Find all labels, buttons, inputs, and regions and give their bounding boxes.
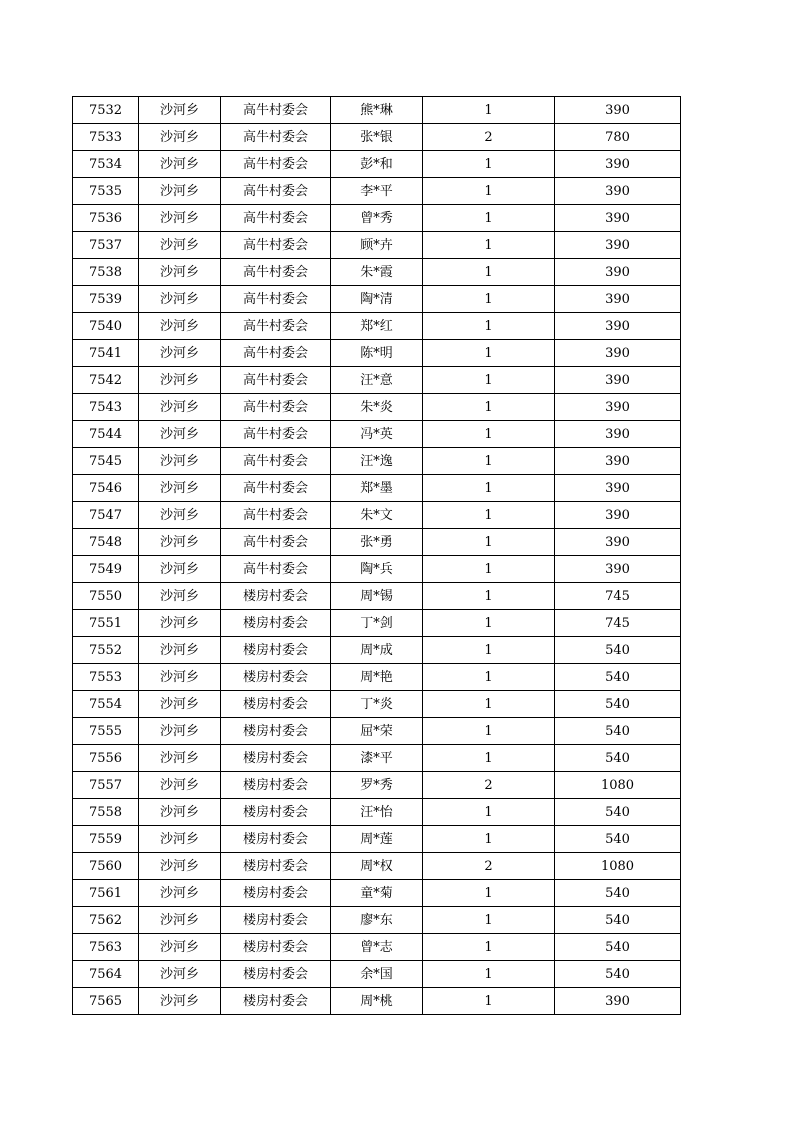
cell-name: 曾*志 — [331, 934, 423, 961]
table-row — [73, 772, 681, 799]
cell-village-committee: 高牛村委会 — [221, 124, 331, 151]
cell-village-committee: 楼房村委会 — [221, 826, 331, 853]
cell-name: 陈*明 — [331, 340, 423, 367]
cell-amount: 745 — [555, 583, 681, 610]
roster-table — [72, 96, 681, 1015]
cell-count: 1 — [423, 367, 555, 394]
cell-name: 屈*荣 — [331, 718, 423, 745]
cell-township: 沙河乡 — [139, 853, 221, 880]
cell-serial-number: 7563 — [73, 934, 139, 961]
cell-village-committee: 高牛村委会 — [221, 286, 331, 313]
table-row — [73, 394, 681, 421]
cell-count: 1 — [423, 232, 555, 259]
cell-township: 沙河乡 — [139, 502, 221, 529]
cell-serial-number: 7544 — [73, 421, 139, 448]
cell-township: 沙河乡 — [139, 772, 221, 799]
table-row — [73, 691, 681, 718]
cell-township: 沙河乡 — [139, 826, 221, 853]
cell-serial-number: 7534 — [73, 151, 139, 178]
table-row — [73, 340, 681, 367]
cell-serial-number: 7543 — [73, 394, 139, 421]
cell-name: 郑*红 — [331, 313, 423, 340]
cell-serial-number: 7535 — [73, 178, 139, 205]
cell-name: 周*艳 — [331, 664, 423, 691]
cell-name: 郑*墨 — [331, 475, 423, 502]
table-row — [73, 718, 681, 745]
cell-township: 沙河乡 — [139, 988, 221, 1015]
cell-name: 丁*炎 — [331, 691, 423, 718]
cell-serial-number: 7545 — [73, 448, 139, 475]
cell-serial-number: 7548 — [73, 529, 139, 556]
cell-amount: 390 — [555, 988, 681, 1015]
cell-serial-number: 7560 — [73, 853, 139, 880]
cell-serial-number: 7542 — [73, 367, 139, 394]
cell-township: 沙河乡 — [139, 367, 221, 394]
cell-count: 1 — [423, 502, 555, 529]
cell-amount: 390 — [555, 529, 681, 556]
cell-count: 1 — [423, 448, 555, 475]
table-row — [73, 610, 681, 637]
cell-serial-number: 7541 — [73, 340, 139, 367]
cell-amount: 390 — [555, 232, 681, 259]
cell-amount: 390 — [555, 475, 681, 502]
cell-serial-number: 7557 — [73, 772, 139, 799]
table-row — [73, 286, 681, 313]
cell-serial-number: 7536 — [73, 205, 139, 232]
cell-serial-number: 7538 — [73, 259, 139, 286]
cell-township: 沙河乡 — [139, 205, 221, 232]
cell-township: 沙河乡 — [139, 286, 221, 313]
cell-serial-number: 7533 — [73, 124, 139, 151]
cell-name: 周*锡 — [331, 583, 423, 610]
cell-serial-number: 7539 — [73, 286, 139, 313]
cell-name: 熊*琳 — [331, 97, 423, 124]
cell-count: 1 — [423, 259, 555, 286]
table-row — [73, 880, 681, 907]
cell-name: 彭*和 — [331, 151, 423, 178]
cell-village-committee: 高牛村委会 — [221, 205, 331, 232]
cell-amount: 540 — [555, 691, 681, 718]
cell-count: 1 — [423, 178, 555, 205]
cell-name: 汪*意 — [331, 367, 423, 394]
cell-count: 1 — [423, 340, 555, 367]
cell-amount: 390 — [555, 313, 681, 340]
cell-village-committee: 楼房村委会 — [221, 880, 331, 907]
cell-serial-number: 7558 — [73, 799, 139, 826]
cell-amount: 540 — [555, 664, 681, 691]
cell-amount: 540 — [555, 907, 681, 934]
cell-village-committee: 高牛村委会 — [221, 529, 331, 556]
cell-village-committee: 楼房村委会 — [221, 799, 331, 826]
cell-amount: 390 — [555, 502, 681, 529]
cell-village-committee: 楼房村委会 — [221, 637, 331, 664]
table-row — [73, 583, 681, 610]
cell-serial-number: 7565 — [73, 988, 139, 1015]
cell-village-committee: 楼房村委会 — [221, 745, 331, 772]
cell-serial-number: 7556 — [73, 745, 139, 772]
cell-serial-number: 7540 — [73, 313, 139, 340]
cell-name: 朱*文 — [331, 502, 423, 529]
table-row — [73, 475, 681, 502]
cell-village-committee: 高牛村委会 — [221, 475, 331, 502]
cell-amount: 390 — [555, 286, 681, 313]
cell-name: 朱*霞 — [331, 259, 423, 286]
cell-village-committee: 高牛村委会 — [221, 151, 331, 178]
cell-amount: 540 — [555, 799, 681, 826]
cell-name: 汪*逸 — [331, 448, 423, 475]
cell-village-committee: 高牛村委会 — [221, 421, 331, 448]
cell-village-committee: 高牛村委会 — [221, 313, 331, 340]
cell-village-committee: 楼房村委会 — [221, 934, 331, 961]
cell-name: 丁*剑 — [331, 610, 423, 637]
cell-township: 沙河乡 — [139, 934, 221, 961]
cell-amount: 1080 — [555, 772, 681, 799]
table-row — [73, 97, 681, 124]
cell-township: 沙河乡 — [139, 232, 221, 259]
cell-township: 沙河乡 — [139, 394, 221, 421]
cell-township: 沙河乡 — [139, 340, 221, 367]
cell-serial-number: 7552 — [73, 637, 139, 664]
table-row — [73, 124, 681, 151]
cell-village-committee: 高牛村委会 — [221, 367, 331, 394]
cell-serial-number: 7559 — [73, 826, 139, 853]
cell-amount: 390 — [555, 178, 681, 205]
cell-village-committee: 楼房村委会 — [221, 961, 331, 988]
cell-village-committee: 楼房村委会 — [221, 691, 331, 718]
cell-amount: 390 — [555, 367, 681, 394]
cell-count: 1 — [423, 583, 555, 610]
cell-name: 廖*东 — [331, 907, 423, 934]
cell-township: 沙河乡 — [139, 718, 221, 745]
cell-name: 冯*英 — [331, 421, 423, 448]
table-row — [73, 448, 681, 475]
table-row — [73, 745, 681, 772]
cell-amount: 540 — [555, 745, 681, 772]
table-row — [73, 826, 681, 853]
cell-count: 1 — [423, 475, 555, 502]
cell-amount: 390 — [555, 556, 681, 583]
cell-count: 1 — [423, 313, 555, 340]
cell-amount: 390 — [555, 448, 681, 475]
cell-amount: 540 — [555, 718, 681, 745]
cell-township: 沙河乡 — [139, 448, 221, 475]
cell-amount: 390 — [555, 205, 681, 232]
cell-village-committee: 高牛村委会 — [221, 448, 331, 475]
cell-count: 1 — [423, 151, 555, 178]
cell-amount: 540 — [555, 961, 681, 988]
cell-count: 1 — [423, 205, 555, 232]
cell-village-committee: 高牛村委会 — [221, 502, 331, 529]
cell-village-committee: 高牛村委会 — [221, 232, 331, 259]
cell-township: 沙河乡 — [139, 421, 221, 448]
cell-township: 沙河乡 — [139, 799, 221, 826]
table-row — [73, 232, 681, 259]
cell-count: 1 — [423, 934, 555, 961]
cell-village-committee: 高牛村委会 — [221, 394, 331, 421]
cell-village-committee: 楼房村委会 — [221, 772, 331, 799]
cell-amount: 1080 — [555, 853, 681, 880]
cell-name: 汪*怡 — [331, 799, 423, 826]
cell-serial-number: 7547 — [73, 502, 139, 529]
cell-count: 1 — [423, 799, 555, 826]
cell-serial-number: 7562 — [73, 907, 139, 934]
table-row — [73, 259, 681, 286]
cell-count: 1 — [423, 529, 555, 556]
cell-count: 1 — [423, 556, 555, 583]
cell-count: 1 — [423, 691, 555, 718]
cell-serial-number: 7550 — [73, 583, 139, 610]
cell-township: 沙河乡 — [139, 151, 221, 178]
cell-amount: 390 — [555, 151, 681, 178]
cell-amount: 390 — [555, 394, 681, 421]
cell-name: 余*国 — [331, 961, 423, 988]
cell-name: 顾*卉 — [331, 232, 423, 259]
cell-serial-number: 7532 — [73, 97, 139, 124]
cell-count: 1 — [423, 880, 555, 907]
cell-township: 沙河乡 — [139, 610, 221, 637]
table-row — [73, 151, 681, 178]
table-body — [73, 97, 681, 1015]
cell-name: 陶*兵 — [331, 556, 423, 583]
cell-village-committee: 高牛村委会 — [221, 340, 331, 367]
cell-serial-number: 7537 — [73, 232, 139, 259]
cell-township: 沙河乡 — [139, 583, 221, 610]
cell-name: 周*成 — [331, 637, 423, 664]
cell-township: 沙河乡 — [139, 907, 221, 934]
table-row — [73, 556, 681, 583]
cell-township: 沙河乡 — [139, 664, 221, 691]
cell-township: 沙河乡 — [139, 691, 221, 718]
cell-amount: 540 — [555, 934, 681, 961]
cell-name: 张*勇 — [331, 529, 423, 556]
table-row — [73, 907, 681, 934]
cell-count: 1 — [423, 718, 555, 745]
table-row — [73, 421, 681, 448]
cell-amount: 540 — [555, 880, 681, 907]
cell-serial-number: 7564 — [73, 961, 139, 988]
cell-count: 1 — [423, 988, 555, 1015]
cell-township: 沙河乡 — [139, 124, 221, 151]
cell-amount: 540 — [555, 826, 681, 853]
cell-name: 曾*秀 — [331, 205, 423, 232]
cell-village-committee: 楼房村委会 — [221, 610, 331, 637]
cell-count: 1 — [423, 907, 555, 934]
cell-count: 1 — [423, 961, 555, 988]
cell-village-committee: 楼房村委会 — [221, 988, 331, 1015]
table-row — [73, 529, 681, 556]
cell-amount: 540 — [555, 637, 681, 664]
cell-name: 罗*秀 — [331, 772, 423, 799]
cell-village-committee: 楼房村委会 — [221, 664, 331, 691]
cell-township: 沙河乡 — [139, 97, 221, 124]
cell-count: 1 — [423, 286, 555, 313]
cell-count: 1 — [423, 610, 555, 637]
cell-serial-number: 7554 — [73, 691, 139, 718]
table-row — [73, 502, 681, 529]
cell-township: 沙河乡 — [139, 961, 221, 988]
cell-name: 张*银 — [331, 124, 423, 151]
cell-amount: 390 — [555, 259, 681, 286]
cell-township: 沙河乡 — [139, 529, 221, 556]
cell-count: 1 — [423, 97, 555, 124]
cell-amount: 390 — [555, 421, 681, 448]
cell-township: 沙河乡 — [139, 745, 221, 772]
cell-township: 沙河乡 — [139, 313, 221, 340]
cell-township: 沙河乡 — [139, 259, 221, 286]
cell-name: 漆*平 — [331, 745, 423, 772]
cell-township: 沙河乡 — [139, 178, 221, 205]
cell-serial-number: 7551 — [73, 610, 139, 637]
table-row — [73, 664, 681, 691]
cell-serial-number: 7546 — [73, 475, 139, 502]
cell-name: 周*权 — [331, 853, 423, 880]
cell-village-committee: 高牛村委会 — [221, 556, 331, 583]
cell-count: 1 — [423, 637, 555, 664]
cell-name: 朱*炎 — [331, 394, 423, 421]
cell-count: 2 — [423, 853, 555, 880]
cell-count: 2 — [423, 772, 555, 799]
cell-serial-number: 7553 — [73, 664, 139, 691]
cell-township: 沙河乡 — [139, 556, 221, 583]
cell-village-committee: 楼房村委会 — [221, 907, 331, 934]
cell-name: 童*菊 — [331, 880, 423, 907]
table-row — [73, 637, 681, 664]
cell-amount: 745 — [555, 610, 681, 637]
cell-amount: 390 — [555, 97, 681, 124]
table-row — [73, 178, 681, 205]
cell-count: 2 — [423, 124, 555, 151]
cell-amount: 390 — [555, 340, 681, 367]
table-row — [73, 313, 681, 340]
cell-village-committee: 楼房村委会 — [221, 853, 331, 880]
cell-serial-number: 7549 — [73, 556, 139, 583]
cell-village-committee: 高牛村委会 — [221, 259, 331, 286]
cell-amount: 780 — [555, 124, 681, 151]
table-row — [73, 961, 681, 988]
cell-count: 1 — [423, 664, 555, 691]
table-row — [73, 988, 681, 1015]
cell-township: 沙河乡 — [139, 880, 221, 907]
cell-township: 沙河乡 — [139, 637, 221, 664]
cell-count: 1 — [423, 421, 555, 448]
cell-name: 周*莲 — [331, 826, 423, 853]
cell-village-committee: 高牛村委会 — [221, 97, 331, 124]
cell-serial-number: 7561 — [73, 880, 139, 907]
cell-count: 1 — [423, 745, 555, 772]
table-row — [73, 934, 681, 961]
cell-township: 沙河乡 — [139, 475, 221, 502]
table-row — [73, 367, 681, 394]
cell-name: 李*平 — [331, 178, 423, 205]
table-row — [73, 205, 681, 232]
cell-name: 陶*清 — [331, 286, 423, 313]
table-row — [73, 799, 681, 826]
cell-village-committee: 楼房村委会 — [221, 718, 331, 745]
table-row — [73, 853, 681, 880]
cell-village-committee: 高牛村委会 — [221, 178, 331, 205]
cell-count: 1 — [423, 826, 555, 853]
cell-serial-number: 7555 — [73, 718, 139, 745]
cell-count: 1 — [423, 394, 555, 421]
cell-village-committee: 楼房村委会 — [221, 583, 331, 610]
cell-name: 周*桃 — [331, 988, 423, 1015]
